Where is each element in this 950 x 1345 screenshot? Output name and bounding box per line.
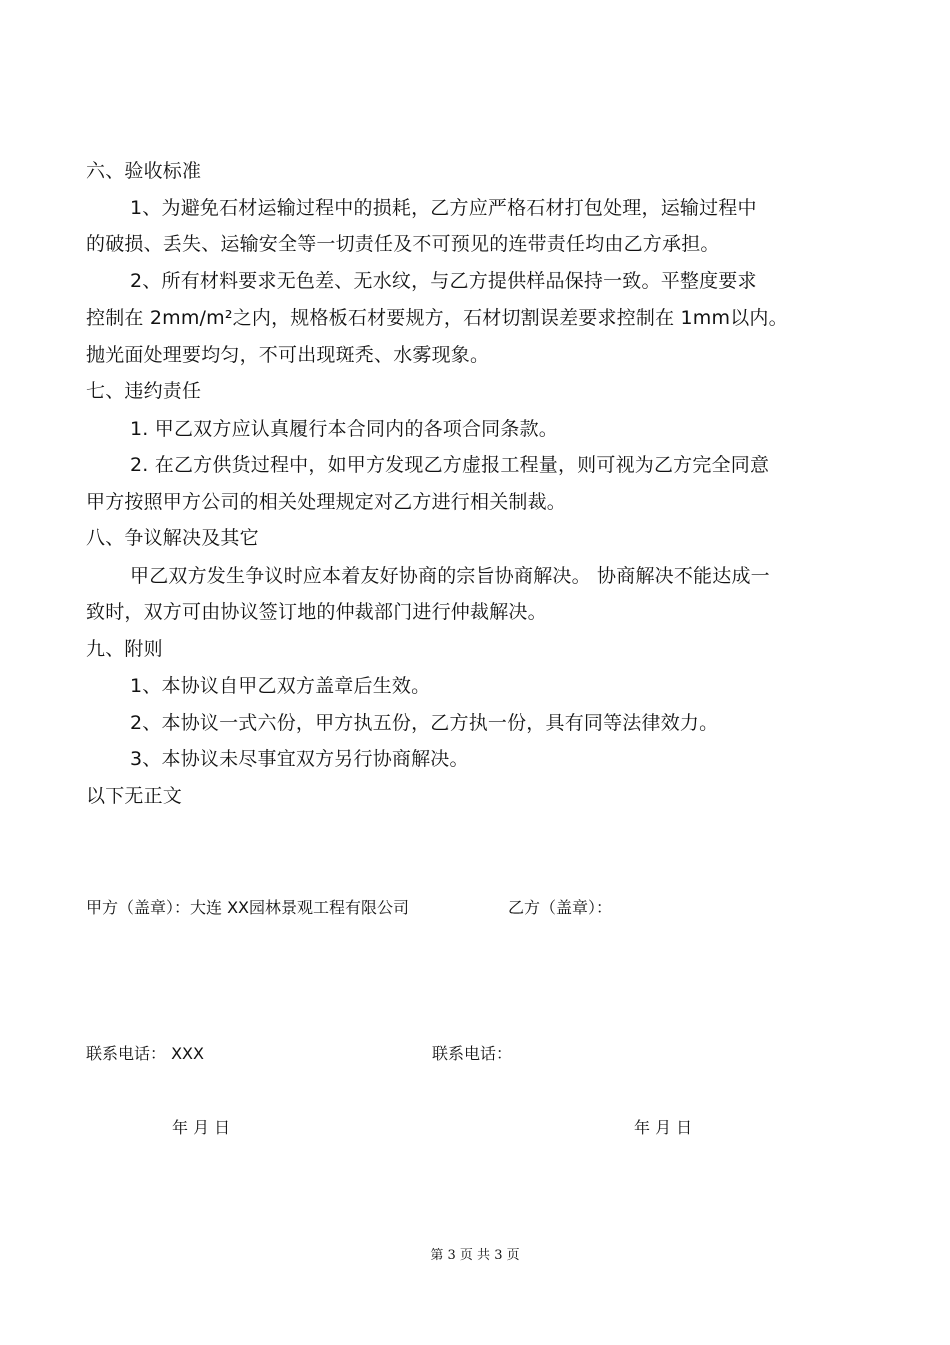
section-6-para-1-line-2: 的破损、丢失、运输安全等一切责任及不可预见的连带责任均由乙方承担。: [86, 233, 720, 255]
section-8-para-1-line-2: 致时，双方可由协议签订地的仲裁部门进行仲裁解决。: [86, 601, 547, 623]
section-6-title: 六、验收标准: [86, 160, 202, 182]
section-6-para-1-line-1: 1、为避免石材运输过程中的损耗，乙方应严格石材打包处理，运输过程中: [130, 197, 757, 219]
section-7-para-1: 1. 甲乙双方应认真履行本合同内的各项合同条款。: [130, 418, 558, 440]
page-footer: 第 3 页 共 3 页: [430, 1248, 520, 1263]
party-b-phone: 联系电话：: [432, 1044, 513, 1063]
section-6-para-2-line-1: 2、所有材料要求无色差、无水纹，与乙方提供样品保持一致。平整度要求: [130, 270, 757, 292]
party-a-phone: 联系电话： XXX: [86, 1044, 204, 1063]
section-6-para-2-line-2: 控制在 2mm/m²之内，规格板石材要规方，石材切割误差要求控制在 1mm以内。: [86, 307, 788, 329]
section-8-title: 八、争议解决及其它: [86, 527, 259, 549]
section-6-para-2-line-3: 抛光面处理要均匀，不可出现斑秃、水雾现象。: [86, 344, 490, 366]
section-8-para-1-line-1: 甲乙双方发生争议时应本着友好协商的宗旨协商解决。 协商解决不能达成一: [130, 565, 770, 587]
section-7-title: 七、违约责任: [86, 380, 202, 402]
party-a-seal-label: 甲方（盖章）：大连 XX园林景观工程有限公司: [86, 898, 410, 917]
section-7-para-2-line-2: 甲方按照甲方公司的相关处理规定对乙方进行相关制裁。: [86, 491, 567, 513]
section-9-para-2: 2、本协议一式六份，甲方执五份，乙方执一份，具有同等法律效力。: [130, 712, 719, 734]
party-b-seal-label: 乙方（盖章）：: [508, 898, 613, 917]
section-7-para-2-line-1: 2. 在乙方供货过程中，如甲方发现乙方虚报工程量，则可视为乙方完全同意: [130, 454, 770, 476]
section-9-para-1: 1、本协议自甲乙双方盖章后生效。: [130, 675, 431, 697]
party-b-date: 年 月 日: [634, 1118, 693, 1137]
section-9-title: 九、附则: [86, 638, 163, 660]
section-9-para-3: 3、本协议未尽事宜双方另行协商解决。: [130, 748, 469, 770]
party-a-date: 年 月 日: [172, 1118, 231, 1137]
end-of-text-note: 以下无正文: [86, 785, 183, 807]
